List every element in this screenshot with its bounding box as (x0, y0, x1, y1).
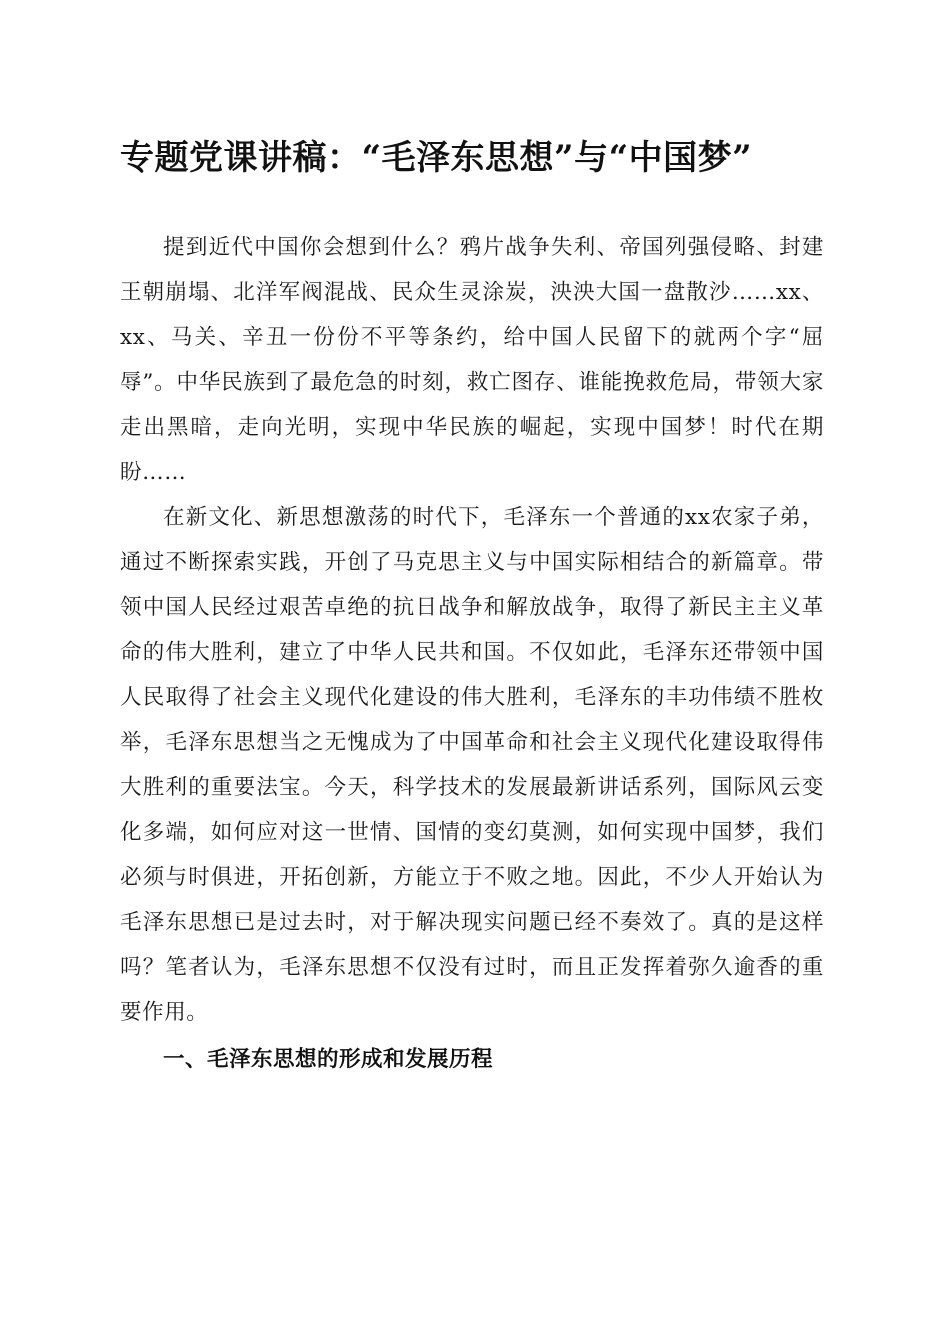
document-body (120, 225, 824, 1085)
paragraph-intro: 提到近代中国你会想到什么？鸦片战争失利、帝国列强侵略、封建王朝崩塌、北洋军阀混战、民众生灵涂炭，泱泱大国一盘散沙……xx、xx、马关、辛丑一份份不平等条约，给中国人民留下的就两个字“屈辱”。中华民族到了最危急的时刻，救亡图存、谁能挽救危局，带领大家走出黑暗，走向光明，实现中华民族的崛起，实现中国梦！时代在期盼…… (120, 235, 825, 485)
paragraph-mao-background: 在新文化、新思想激荡的时代下，毛泽东一个普通的xx农家子弟，通过不断探索实践，开创了马克思主义与中国实际相结合的新篇章。带领中国人民经过艰苦卓绝的抗日战争和解放战争，取得了新民主主义革命的伟大胜利，建立了中华人民共和国。不仅如此，毛泽东还带领中国人民取得了社会主义现代化建设的伟大胜利，毛泽东的丰功伟绩不胜枚举，毛泽东思想当之无愧成为了中国革命和社会主义现代化建设取得伟大胜利的重要法宝。今天，科学技术的发展最新讲话系列，国际风云变化多端，如何应对这一世情、国情的变幻莫测，如何实现中国梦，我们必须与时俱进，开拓创新，方能立于不败之地。因此，不少人开始认为毛泽东思想已是过去时，对于解决现实问题已经不奏效了。真的是这样吗？笔者认为，毛泽东思想不仅没有过时，而且正发挥着弥久逾香的重要作用。 (120, 505, 824, 1025)
section-heading: 一、毛泽东思想的形成和发展历程 (163, 1047, 494, 1072)
document-title: 专题党课讲稿：“毛泽东思想”与“中国梦” (120, 138, 753, 178)
